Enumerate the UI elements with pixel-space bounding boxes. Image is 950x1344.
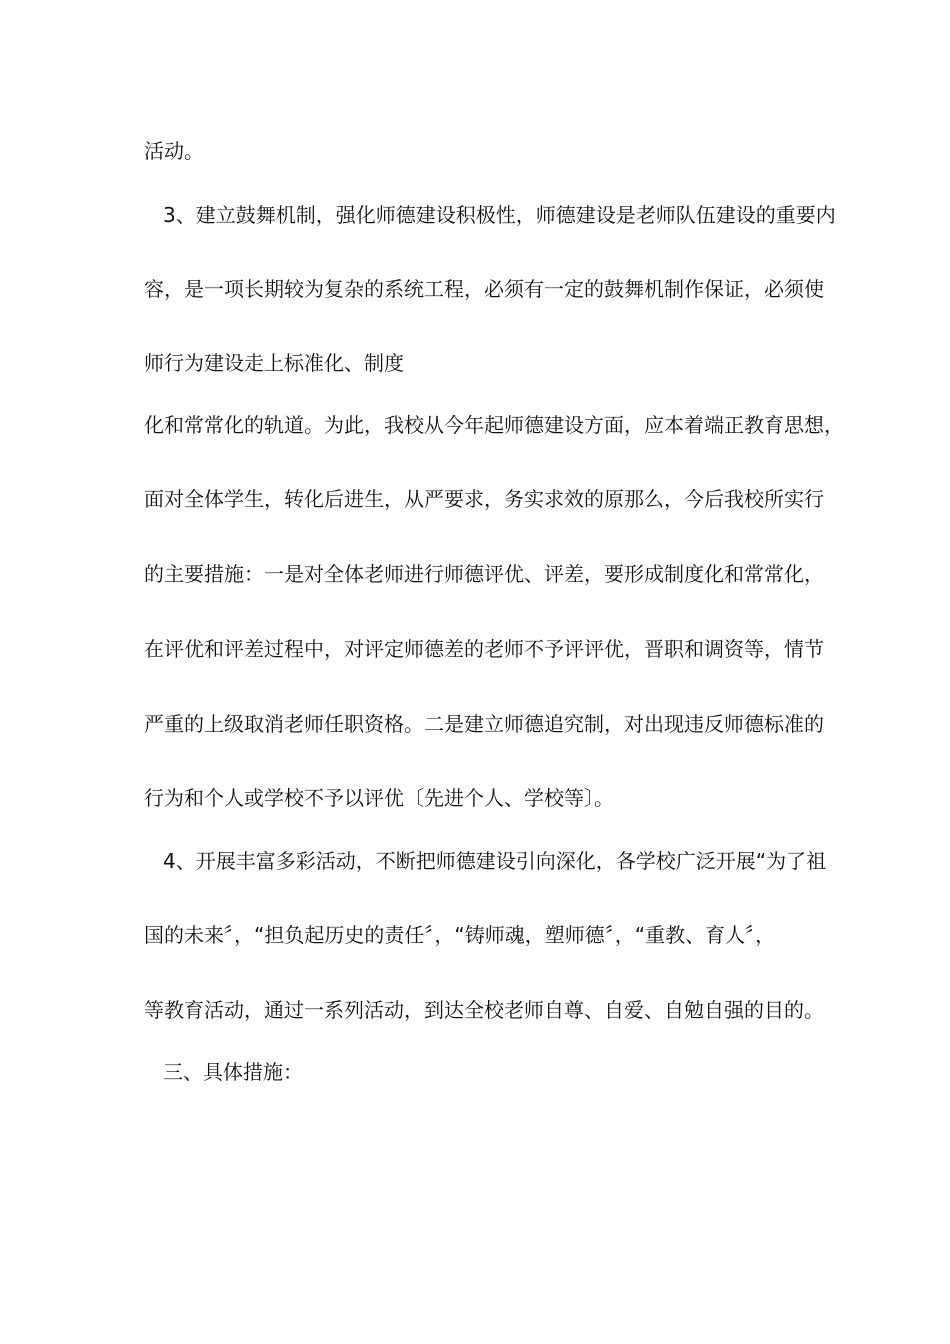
text-line-10: 行为和个人或学校不予以评优〔先进个人、学校等〕。 bbox=[144, 786, 614, 810]
text-line-3: 容，是一项长期较为复杂的系统工程，必须有一定的鼓舞机制作保证，必须使 bbox=[144, 277, 824, 301]
text-line-13: 等教育活动，通过一系列活动，到达全校老师自尊、自爱、自勉自强的目的。 bbox=[144, 998, 824, 1022]
section-heading: 三、具体措施： bbox=[163, 1060, 303, 1084]
text-line-9: 严重的上级取消老师任职资格。二是建立师德追究制，对出现违反师德标准的 bbox=[144, 712, 824, 736]
text-line-2: 3、建立鼓舞机制，强化师德建设积极性，师德建设是老师队伍建设的重要内 bbox=[163, 203, 836, 227]
text-line-4: 师行为建设走上标准化、制度 bbox=[144, 351, 404, 375]
text-line-5: 化和常常化的轨道。为此，我校从今年起师德建设方面，应本着端正教育思想， bbox=[144, 413, 844, 437]
text-line-7: 的主要措施：一是对全体老师进行师德评优、评差，要形成制度化和常常化， bbox=[144, 562, 824, 586]
text-line-8: 在评优和评差过程中，对评定师德差的老师不予评评优，晋职和调资等，情节 bbox=[144, 637, 824, 661]
text-line-6: 面对全体学生，转化后进生，从严要求，务实求效的原那么，今后我校所实行 bbox=[144, 487, 824, 511]
text-line-12: 国的未来〞，“担负起历史的责任〞，“铸师魂，塑师德〞，“重教、育人〞， bbox=[144, 923, 776, 947]
text-line-11: 4、开展丰富多彩活动，不断把师德建设引向深化，各学校广泛开展“为了祖 bbox=[163, 849, 827, 873]
text-line-1: 活动。 bbox=[144, 139, 204, 163]
